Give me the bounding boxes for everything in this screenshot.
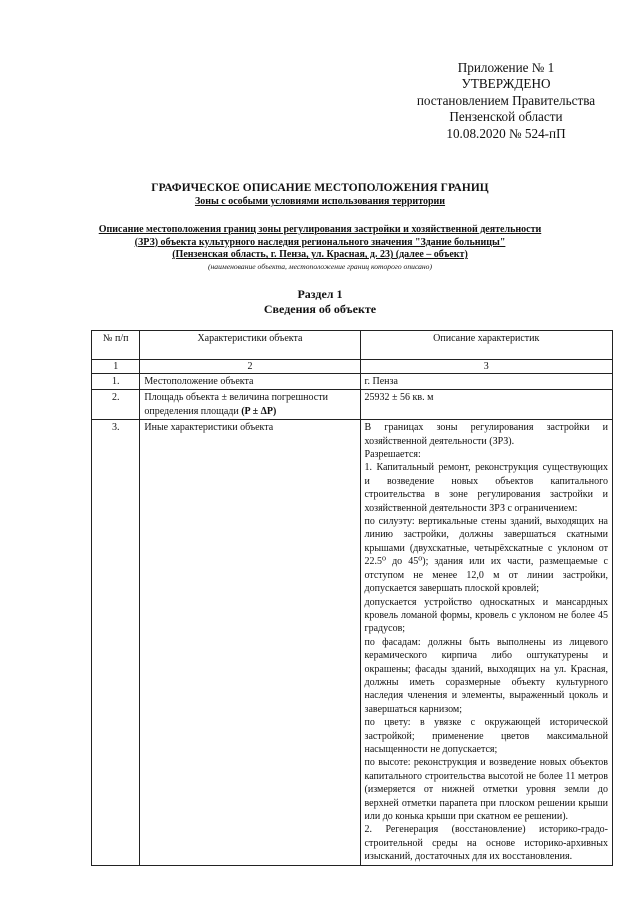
approval-line-date-number: 10.08.2020 № 524-пП	[446, 125, 566, 141]
row-value: 25932 ± 56 кв. м	[360, 390, 612, 420]
document-title: ГРАФИЧЕСКОЕ ОПИСАНИЕ МЕСТОПОЛОЖЕНИЯ ГРАНИЦ	[151, 182, 489, 194]
approval-line-region: Пензенской области	[449, 109, 563, 125]
section-title: Сведения об объекте	[263, 302, 377, 316]
description-line-1: Описание местоположения границ зоны регулирования застройки и хозяйственной деятельности	[98, 224, 542, 235]
table-row	[92, 374, 613, 390]
row-number: 1.	[92, 374, 140, 390]
paragraph-roofs: допускается устройство односкатных и мансардных кровель ломаной формы, кровель с уклоном не более 45 градусов;	[364, 596, 608, 635]
description-line-3: (Пензенская область, г. Пенза, ул. Красная, д. 23) (далее – объект)	[172, 249, 468, 261]
approval-stamp	[392, 60, 620, 142]
document-subtitle: Зоны с особыми условиями использования территории	[194, 196, 446, 207]
table-row	[92, 390, 613, 420]
paragraph-facades: по фасадам: должны быть выполнены из лицевого керамического кирпича либо оштукатурены и окрашены; фасады зданий, выходящих на ул. Красная, должны иметь соразмерные объекту культурного наследия членения и элементы, выраженный цоколь и завершаться карнизом;	[364, 636, 608, 715]
row-number: 3.	[92, 420, 140, 865]
header-characteristics: Характеристики объекта	[140, 331, 360, 360]
row-number: 2.	[92, 390, 140, 420]
paragraph-silhouette: по силуэту: вертикальные стены зданий, выходящих на линию застройки, должны завершаться скатными крышами (двухскатные, четырёхскатные с уклоном от 22.5⁰ до 45⁰); здания или их части, размещаемые с отступом не менее 12,0 м от линии застройки, допускается завершать плоской кровлей;	[364, 516, 608, 595]
paragraph-allowed: Разрешается:	[364, 449, 421, 461]
table-header-row	[92, 331, 613, 360]
paragraph-color: по цвету: в увязке с окружающей исторической застройкой; применение цветов максимальной насыщенности не допускается;	[364, 717, 608, 755]
description-line-2: (ЗРЗ) объекта культурного наследия регионального значения "Здание больницы"	[134, 236, 506, 248]
section-number: Раздел 1	[297, 287, 343, 301]
area-label: Площадь объекта ± величина погрешности определения площади	[144, 392, 328, 417]
paragraph-height: по высоте: реконструкция и возведение новых объектов капитального строительства высотой не более 11 метров (измеряется от нижней отметки уровня земли до верхней отметки парапета при плоском решении крыши или до конька крыши при скатном ее решении).	[364, 757, 608, 822]
paragraph-item-2: 2. Регенерация (восстановление) историко-градо-строительной среды на основе историко-архивных изысканий, достаточных для их восстановления.	[364, 824, 608, 863]
area-formula: (P ± ΔP)	[241, 405, 277, 417]
column-number-3: 3	[360, 360, 612, 374]
table-column-numbers-row	[92, 360, 613, 374]
paragraph-item-1: 1. Капитальный ремонт, реконструкция существующих и возведение новых объектов капитального строительства в зоне регулирования застройки и хозяйственной деятельности ЗРЗ с ограничением:	[364, 462, 608, 514]
other-characteristics-cell	[360, 420, 612, 865]
header-number: № п/п	[92, 331, 140, 360]
row-characteristic: Местоположение объекта	[140, 374, 360, 390]
approval-line-resolution: постановлением Правительства	[416, 92, 596, 108]
description-note: (наименование объекта, местоположение границ которого описано)	[207, 261, 433, 271]
header-description: Описание характеристик	[360, 331, 612, 360]
row-characteristic	[140, 390, 360, 420]
object-description	[60, 224, 580, 272]
approval-line-appendix: Приложение № 1	[457, 60, 555, 75]
row-value: г. Пенза	[360, 374, 612, 390]
column-number-1: 1	[92, 360, 140, 374]
row-characteristic: Иные характеристики объекта	[140, 420, 360, 865]
object-info-table	[91, 330, 613, 866]
paragraph-zone: В границах зоны регулирования застройки и хозяйственной деятельности (ЗРЗ).	[364, 422, 608, 447]
table-row	[92, 420, 613, 865]
column-number-2: 2	[140, 360, 360, 374]
approval-line-approved: УТВЕРЖДЕНО	[461, 76, 551, 92]
